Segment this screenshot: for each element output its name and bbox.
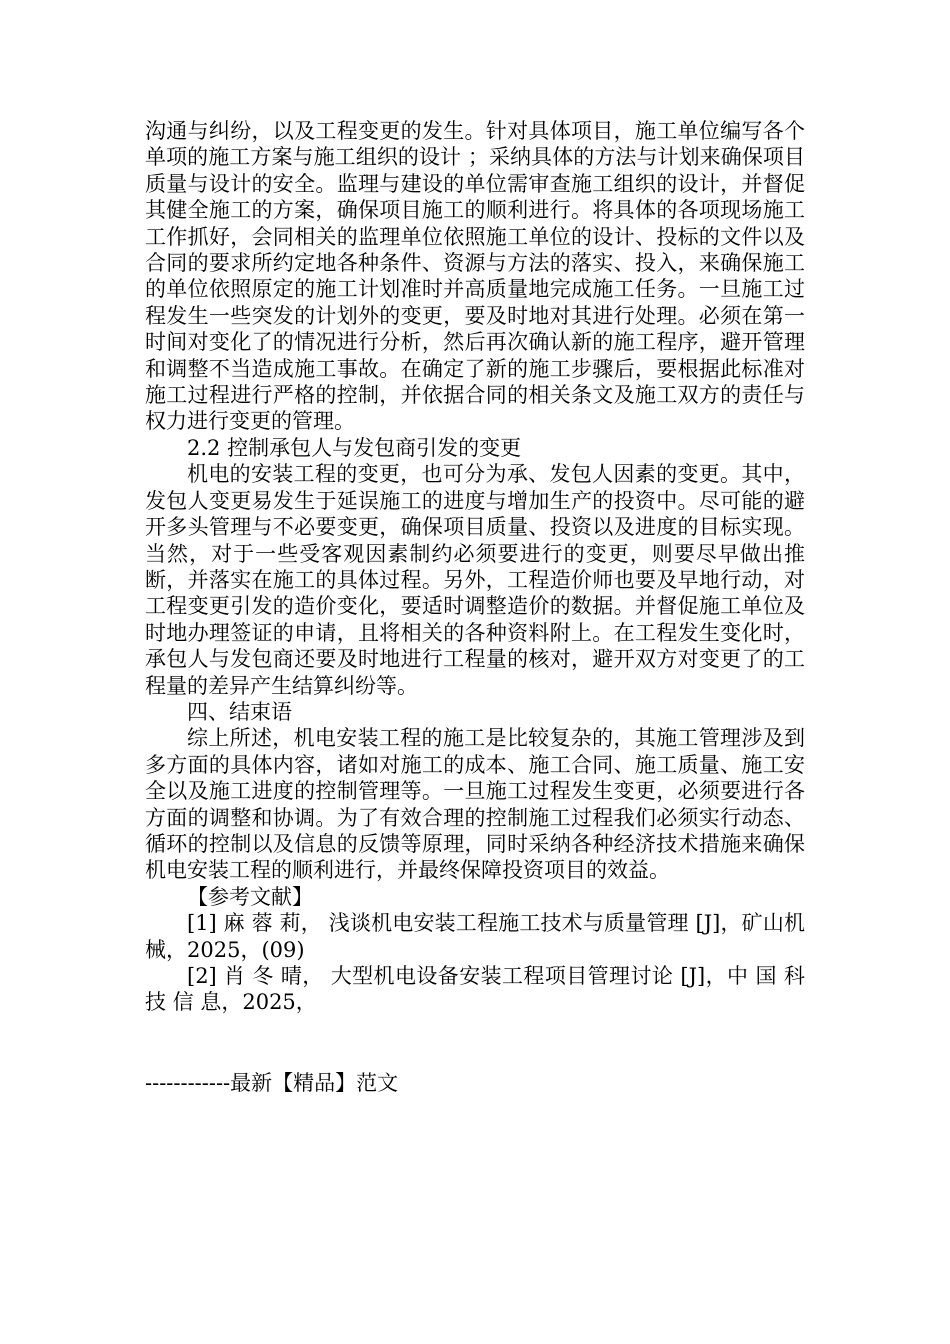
paragraph-contractor-changes: 机电的安装工程的变更，也可分为承、发包人因素的变更。其中，发包人变更易发生于延误施工的进度与增加生产的投资中。尽可能的避开多头管理与不必要变更，确保项目质量、投资以及进度的目标实现。当然，对于一些受客观因素制约必须要进行的变更，则要尽早做出推断，并落实在施工的具体过程。另外，工程造价师也要及早地行动，对工程变更引发的造价变化，要适时调整造价的数据。并督促施工单位及时地办理签证的申请，且将相关的各种资料附上。在工程发生变化时，承包人与发包商还要及时地进行工程量的核对，避开双方对变更了的工程量的差异产生结算纠纷等。 xyxy=(145,462,805,698)
section-heading-2-2: 2.2 控制承包人与发包商引发的变更 xyxy=(187,435,522,460)
page-footer: ------------最新【精品】范文 xyxy=(145,1071,399,1095)
reference-item-1: [1] 麻 蓉 莉， 浅谈机电安装工程施工技术与质量管理 [J]，矿山机械，2025，(09) xyxy=(145,911,805,962)
document-body xyxy=(145,118,805,1016)
paragraph-conclusion: 综上所述，机电安装工程的施工是比较复杂的，其施工管理涉及到多方面的具体内容，诸如对施工的成本、施工合同、施工质量、施工安全以及施工进度的控制管理等。一旦施工过程发生变更，必须要进行各方面的调整和协调。为了有效合理的控制施工过程我们必须实行动态、循环的控制以及信息的反馈等原理，同时采纳各种经济技术措施来确保机电安装工程的顺利进行，并最终保障投资项目的效益。 xyxy=(145,726,805,883)
paragraph-construction-management: 沟通与纠纷，以及工程变更的发生。针对具体项目，施工单位编写各个单项的施工方案与施工组织的设计 ；采纳具体的方法与计划来确保项目质量与设计的安全。监理与建设的单位需审查施工组织的设计，并督促其健全施工的方案，确保项目施工的顺利进行。将具体的各项现场施工工作抓好，会同相关的监理单位依照施工单位的设计、投标的文件以及合同的要求所约定地各种条件、资源与方法的落实、投入，来确保施工的单位依照原定的施工计划准时并高质量地完成施工任务。一旦施工过程发生一些突发的计划外的变更，要及时地对其进行处理。必须在第一时间对变化了的情况进行分析，然后再次确认新的施工程序，避开管理和调整不当造成施工事故。在确定了新的施工步骤后，要根据此标准对施工过程进行严格的控制，并依据合同的相关条文及施工双方的责任与权力进行变更的管理。 xyxy=(145,119,805,434)
section-heading-conclusion: 四、结束语 xyxy=(187,699,292,724)
references-heading: 【参考文献】 xyxy=(187,884,313,909)
reference-item-2: [2] 肖 冬 晴， 大型机电设备安装工程项目管理讨论 [J]，中 国 科 技 信 息，2025， xyxy=(145,964,805,1015)
